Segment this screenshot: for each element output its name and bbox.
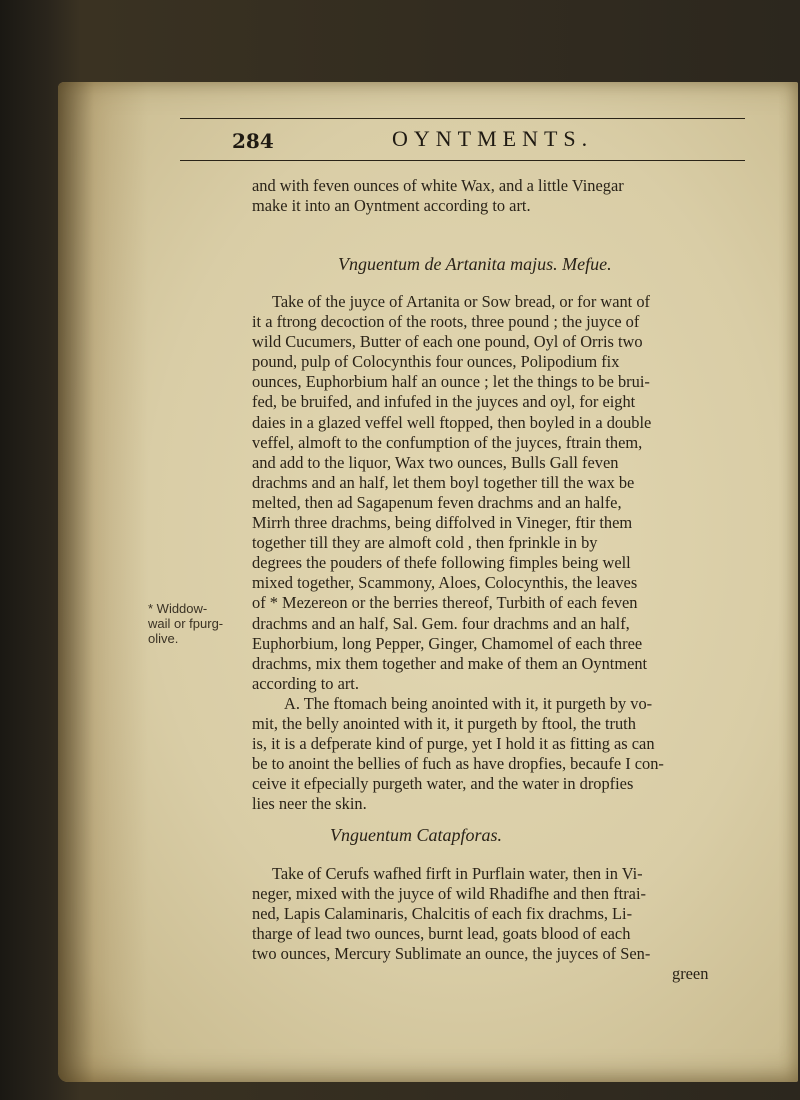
text-line: lies neer the skin. <box>252 794 367 814</box>
text-line: it a ftrong decoction of the roots, three pound ; the juyce of <box>252 312 640 332</box>
text-line: degrees the pouders of thefe following fimples being well <box>252 553 631 573</box>
paragraph-artanita <box>202 292 762 694</box>
paragraph-catapforas <box>202 864 762 985</box>
text-line: tharge of lead two ounces, burnt lead, goats blood of each <box>252 924 631 944</box>
page-number: 284 <box>232 129 274 153</box>
header-rule-bottom <box>180 160 745 161</box>
text-line: mixed together, Scammony, Aloes, Colocynthis, the leaves <box>252 573 638 593</box>
margin-note-line: * Widdow- <box>148 601 208 616</box>
text-line: mit, the belly anointed with it, it purgeth by ftool, the truth <box>252 714 636 734</box>
text-line: pound, pulp of Colocynthis four ounces, Polipodium fix <box>252 352 620 372</box>
text-line: two ounces, Mercury Sublimate an ounce, the juyces of Sen- <box>252 944 651 964</box>
text-line: and add to the liquor, Wax two ounces, Bulls Gall feven <box>252 452 619 472</box>
text-line: Euphorbium, long Pepper, Ginger, Chamomel of each three <box>252 633 643 653</box>
text-line: neger, mixed with the juyce of wild Rhadifhe and then ftrai- <box>252 884 646 904</box>
text-line: drachms and an half, Sal. Gem. four drachms and an half, <box>252 613 630 633</box>
running-title: OYNTMENTS. <box>392 126 594 151</box>
text-line: Take of Cerufs wafhed firft in Purflain water, then in Vi- <box>272 864 643 883</box>
margin-note-line: wail or fpurg- <box>148 616 224 631</box>
section-heading-catapforas: Vnguentum Catapforas. <box>330 825 503 845</box>
text-line: be to anoint the bellies of fuch as have dropfies, becaufe I con- <box>252 754 664 774</box>
margin-note <box>148 601 224 646</box>
margin-note-line: olive. <box>148 631 179 646</box>
text-line: ounces, Euphorbium half an ounce ; let the things to be brui- <box>252 372 650 392</box>
text-line: of * Mezereon or the berries thereof, Turbith of each feven <box>252 593 638 613</box>
text-line: melted, then ad Sagapenum feven drachms and an halfe, <box>252 492 622 512</box>
text-line: make it into an Oyntment according to art. <box>252 196 531 216</box>
text-line: wild Cucumers, Butter of each one pound, Oyl of Orris two <box>252 332 643 352</box>
text-line: Mirrh three drachms, being diffolved in Vineger, ftir them <box>252 513 633 533</box>
text-line: veffel, almoft to the confumption of the juyces, ftrain them, <box>252 432 643 452</box>
text-line: according to art. <box>252 673 359 693</box>
header-rule-top <box>180 118 745 119</box>
text-line: A. The ftomach being anointed with it, it purgeth by vo- <box>284 694 653 713</box>
text-line: and with feven ounces of white Wax, and a little Vinegar <box>252 176 624 195</box>
text-line: fed, be bruifed, and infufed in the juyces and oyl, for eight <box>252 392 636 412</box>
text-line: daies in a glazed veffel well ftopped, then boyled in a double <box>252 412 652 432</box>
section-heading-artanita: Vnguentum de Artanita majus. Mefue. <box>338 254 612 274</box>
page-gutter-shadow <box>58 82 148 1082</box>
text-line: together till they are almoft cold , then fprinkle in by <box>252 533 598 553</box>
intro-paragraph <box>202 176 762 216</box>
text-line: ceive it efpecially purgeth water, and the water in dropfies <box>252 774 634 794</box>
paragraph-commentary <box>202 694 762 815</box>
text-line: drachms, mix them together and make of them an Oyntment <box>252 653 648 673</box>
text-line: is, it is a defperate kind of purge, yet I hold it as fitting as can <box>252 734 655 754</box>
text-line: drachms and an half, let them boyl together till the wax be <box>252 472 635 492</box>
catchword: green <box>672 964 709 984</box>
text-line: Take of the juyce of Artanita or Sow bread, or for want of <box>272 292 650 311</box>
text-line: ned, Lapis Calaminaris, Chalcitis of each fix drachms, Li- <box>252 904 633 924</box>
